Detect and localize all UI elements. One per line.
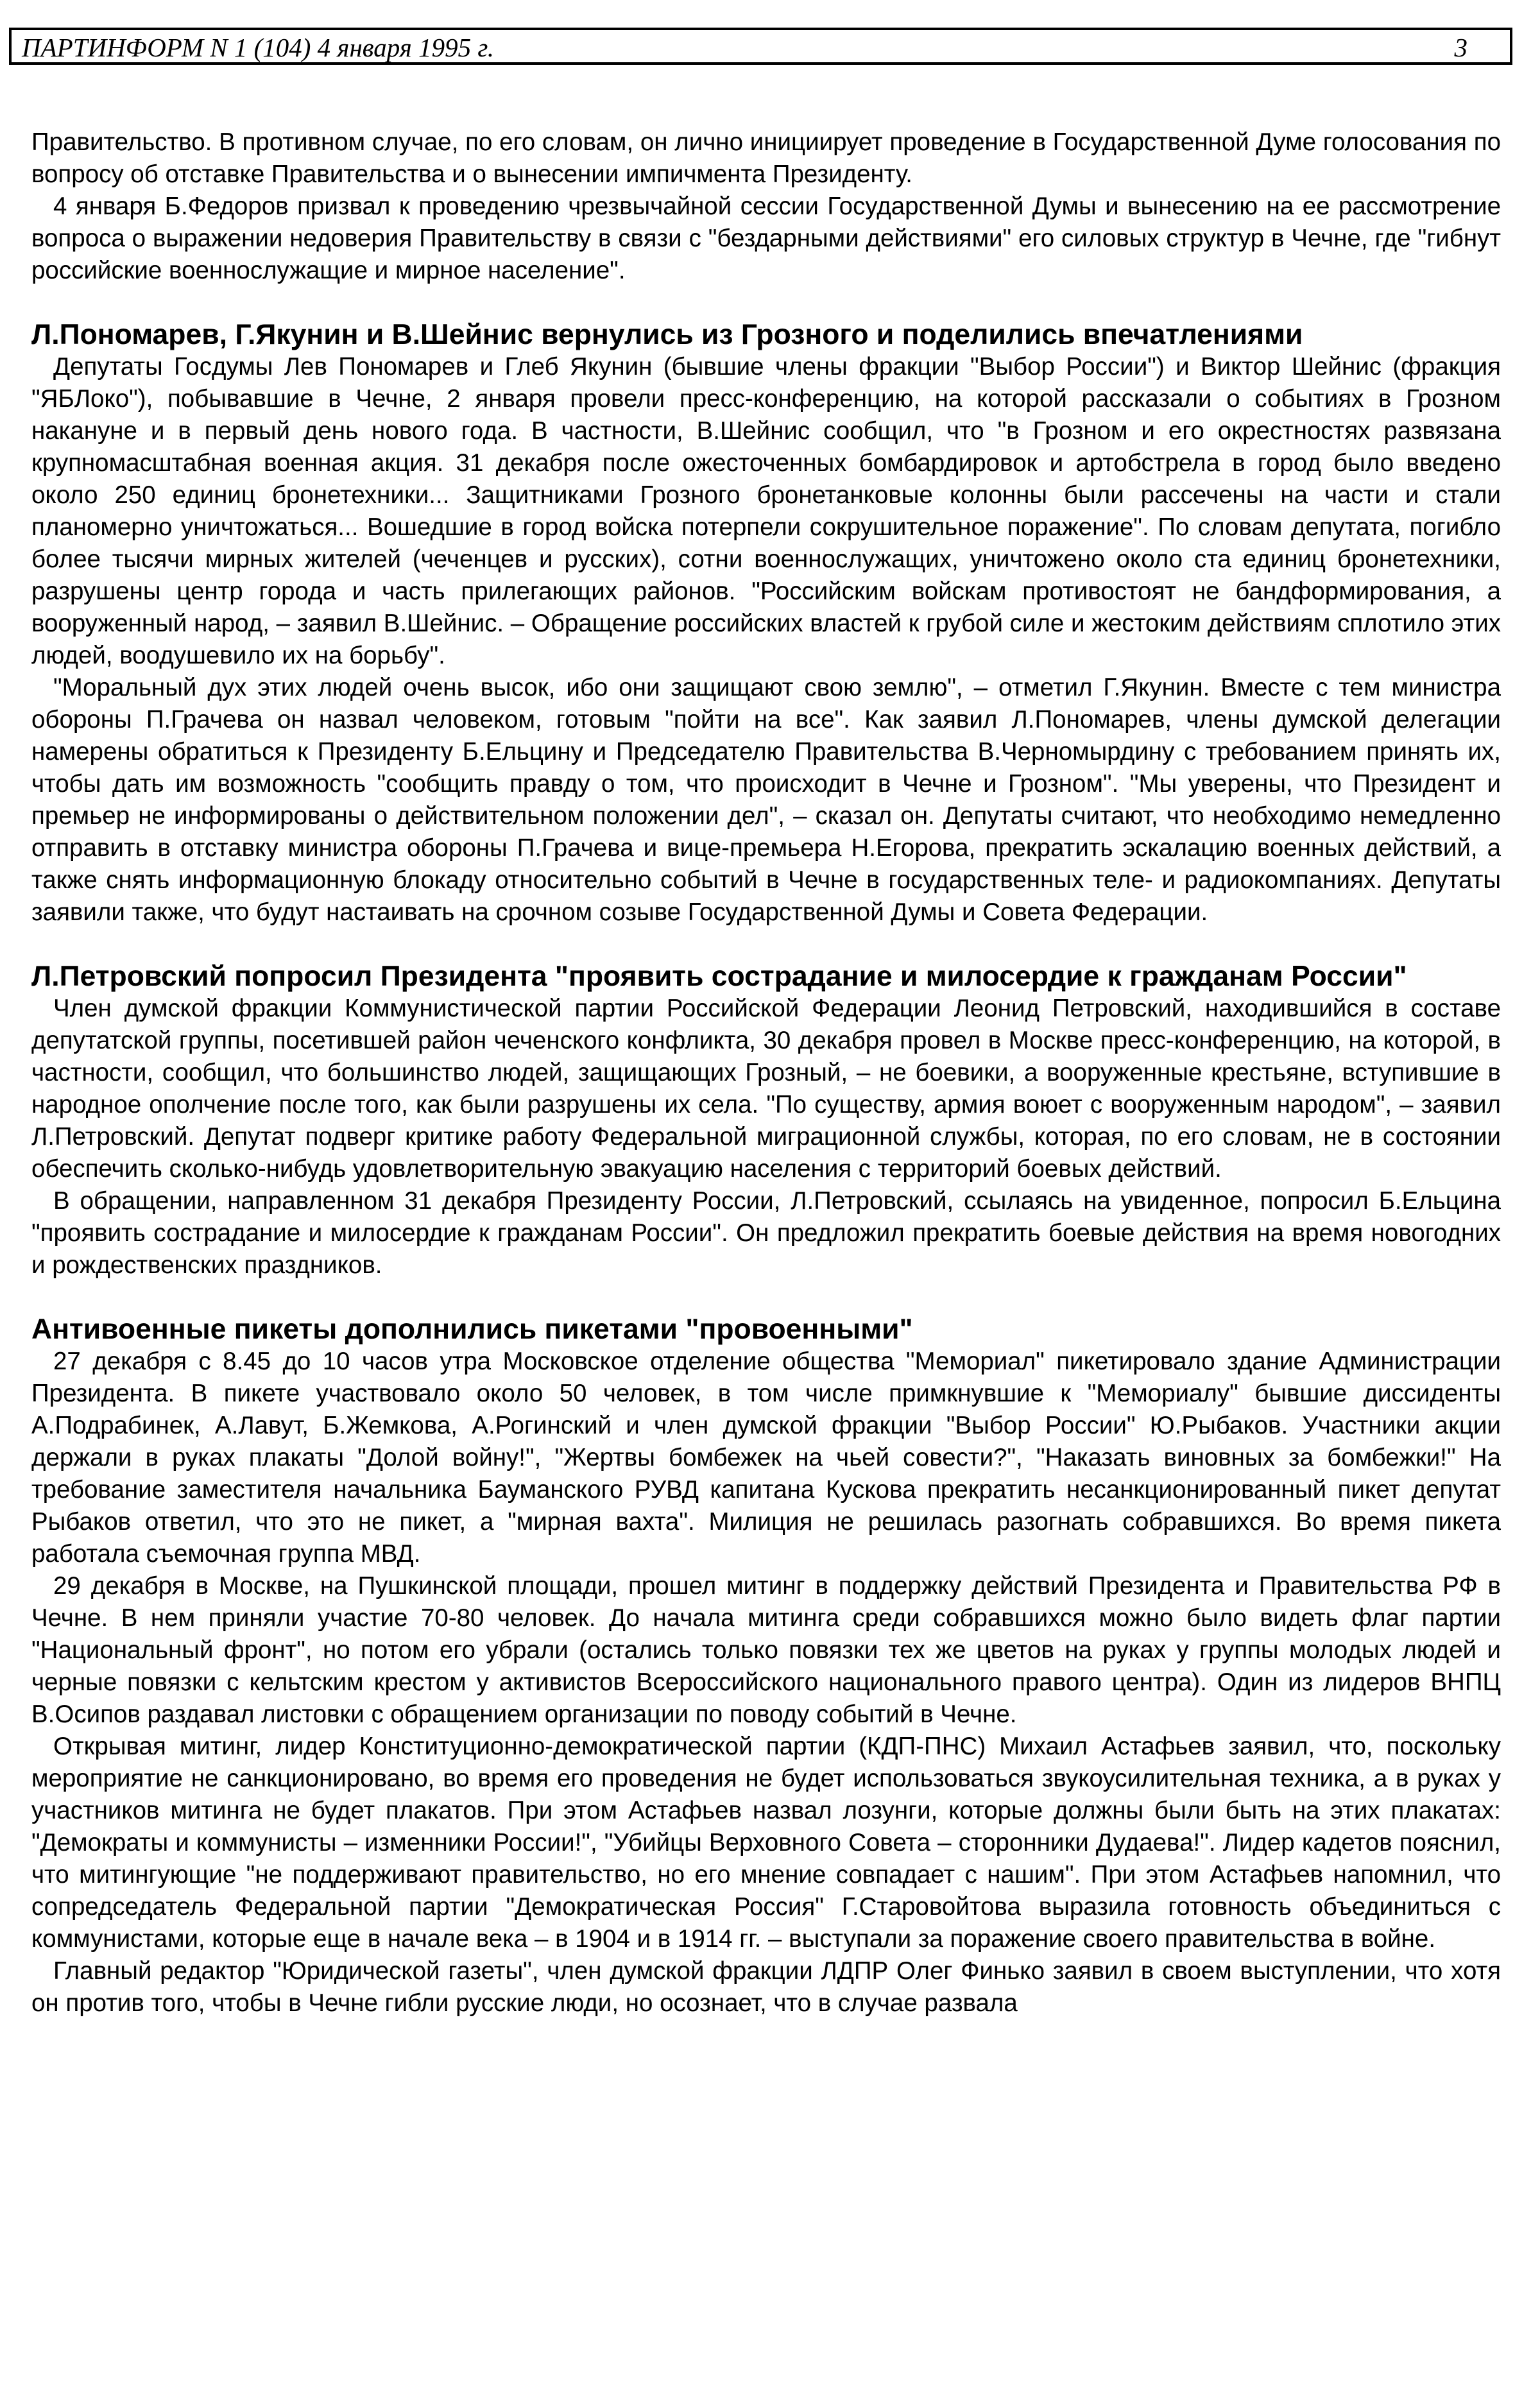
article3-heading: Антивоенные пикеты дополнились пикетами "провоенными": [31, 1314, 913, 1345]
page-number: 3: [1454, 33, 1467, 62]
article3-paragraph-2: 29 декабря в Москве, на Пушкинской площади, прошел митинг в поддержку действий Президента и Правительства РФ в Чечне. В нем приняли участие 70-80 человек. До начала митинга среди собравшихся можно было видеть флаг партии "Национальный фронт", но потом его убрали (остались только повязки тех же цветов на руках у группы молодых людей и черные повязки с кельтским крестом у активистов Всероссийского национального правого центра). Один из лидеров ВНПЦ В.Осипов раздавал листовки с обращением организации по поводу событий в Чечне.: [31, 1572, 1501, 1728]
article3-paragraph-4: Главный редактор "Юридической газеты", член думской фракции ЛДПР Олег Финько заявил в своем выступлении, что хотя он против того, чтобы в Чечне гибли русские люди, но осознает, что в случае развала: [31, 1957, 1501, 2017]
article1-paragraph-1: Депутаты Госдумы Лев Пономарев и Глеб Якунин (бывшие члены фракции "Выбор России") и Виктор Шейнис (фракция "ЯБЛоко"), побывавшие в Чечне, 2 января провели пресс-конференцию, на которой рассказали о событиях в Грозном накануне и в первый день нового года. В частности, В.Шейнис сообщил, что "в Грозном и его окрестностях развязана крупномасштабная военная акция. 31 декабря после ожесточенных бомбардировок и артобстрела в город было введено около 250 единиц бронетехники... Защитниками Грозного бронетанковые колонны были рассечены на части и стали планомерно уничтожаться... Вошедшие в город войска потерпели сокрушительное поражение". По словам депутата, погибло более тысячи мирных жителей (чеченцев и русских), сотни военнослужащих, уничтожено около ста единиц бронетехники, разрушены центр города и часть прилегающих районов. "Российским войскам противостоят не бандформирования, а вооруженный народ, – заявил В.Шейнис. – Обращение российских властей к грубой силе и жестоким действиям сплотило этих людей, воодушевило их на борьбу".: [31, 353, 1501, 669]
article2-heading: Л.Петровский попросил Президента "проявить сострадание и милосердие к гражданам России": [31, 961, 1407, 992]
article3-paragraph-1: 27 декабря с 8.45 до 10 часов утра Московское отделение общества "Мемориал" пикетировало здание Администрации Президента. В пикете участвовало около 50 человек, в том числе примкнувшие к "Мемориалу" бывшие диссиденты А.Подрабинек, А.Лавут, Б.Жемкова, А.Рогинский и член думской фракции "Выбор России" Ю.Рыбаков. Участники акции держали в руках плакаты "Долой войну!", "Жертвы бомбежек на чьей совести?", "Наказать виновных за бомбежки!" На требование заместителя начальника Бауманского РУВД капитана Кускова прекратить несанкционированный пикет депутат Рыбаков ответил, что это не пикет, а "мирная вахта". Милиция не решилась разогнать собравшихся. Во время пикета работала съемочная группа МВД.: [31, 1348, 1501, 1568]
article2-paragraph-1: Член думской фракции Коммунистической партии Российской Федерации Леонид Петровский, находившийся в составе депутатской группы, посетившей район чеченского конфликта, 30 декабря провел в Москве пресс-конференцию, на которой, в частности, сообщил, что большинство людей, защищающих Грозный, – не боевики, а вооруженные крестьяне, вступившие в народное ополчение после того, как были разрушены их села. "По существу, армия воюет с вооруженным народом", – заявил Л.Петровский. Депутат подверг критике работу Федеральной миграционной службы, которая, по его словам, не в состоянии обеспечить сколько-нибудь удовлетворительную эвакуацию населения с территорий боевых действий.: [31, 995, 1501, 1183]
article1-heading: Л.Пономарев, Г.Якунин и В.Шейнис вернулись из Грозного и поделились впечатлениями: [31, 319, 1303, 350]
article2-paragraph-2: В обращении, направленном 31 декабря Президенту России, Л.Петровский, ссылаясь на увиденное, попросил Б.Ельцина "проявить сострадание и милосердие к гражданам России". Он предложил прекратить боевые действия на время новогодних и рождественских праздников.: [31, 1187, 1501, 1279]
article-body: [31, 126, 1501, 2019]
header-title: ПАРТИНФОРМ N 1 (104) 4 января 1995 г.: [22, 33, 495, 62]
intro-paragraph-1: Правительство. В противном случае, по его словам, он лично инициирует проведение в Государственной Думе голосования по вопросу об отставке Правительства и о вынесении импичмента Президенту.: [31, 128, 1501, 188]
article3-paragraph-3: Открывая митинг, лидер Конституционно-демократической партии (КДП-ПНС) Михаил Астафьев заявил, что, поскольку мероприятие не санкционировано, во время его проведения не будет использоваться звукоусилительная техника, а в руках у участников митинга не будет плакатов. При этом Астафьев назвал лозунги, которые должны были быть на этих плакатах: "Демократы и коммунисты – изменники России!", "Убийцы Верховного Совета – сторонники Дудаева!". Лидер кадетов пояснил, что митингующие "не поддерживают правительство, но его мнение совпадает с нашим". При этом Астафьев напомнил, что сопредседатель Федеральной партии "Демократическая Россия" Г.Старовойтова выразила готовность объединиться с коммунистами, которые еще в начале века – в 1904 и в 1914 гг. – выступали за поражение своего правительства в войне.: [31, 1733, 1501, 1953]
page-header: [9, 28, 1512, 65]
intro-paragraph-2: 4 января Б.Федоров призвал к проведению чрезвычайной сессии Государственной Думы и вынесению на ее рассмотрение вопроса о выражении недоверия Правительству в связи с "бездарными действиями" его силовых структур в Чечне, где "гибнут российские военнослужащие и мирное население".: [31, 193, 1501, 284]
article1-paragraph-2: "Моральный дух этих людей очень высок, ибо они защищают свою землю", – отметил Г.Якунин. Вместе с тем министра обороны П.Грачева он назвал человеком, готовым "пойти на все". Как заявил Л.Пономарев, члены думской делегации намерены обратиться к Президенту Б.Ельцину и Председателю Правительства В.Черномырдину с требованием принять их, чтобы дать им возможность "сообщить правду о том, что происходит в Чечне и Грозном". "Мы уверены, что Президент и премьер не информированы о действительном положении дел", – сказал он. Депутаты считают, что необходимо немедленно отправить в отставку министра обороны П.Грачева и вице-премьера Н.Егорова, прекратить эскалацию военных действий, а также снять информационную блокаду относительно событий в Чечне в государственных теле- и радиокомпаниях. Депутаты заявили также, что будут настаивать на срочном созыве Государственной Думы и Совета Федерации.: [31, 674, 1501, 926]
